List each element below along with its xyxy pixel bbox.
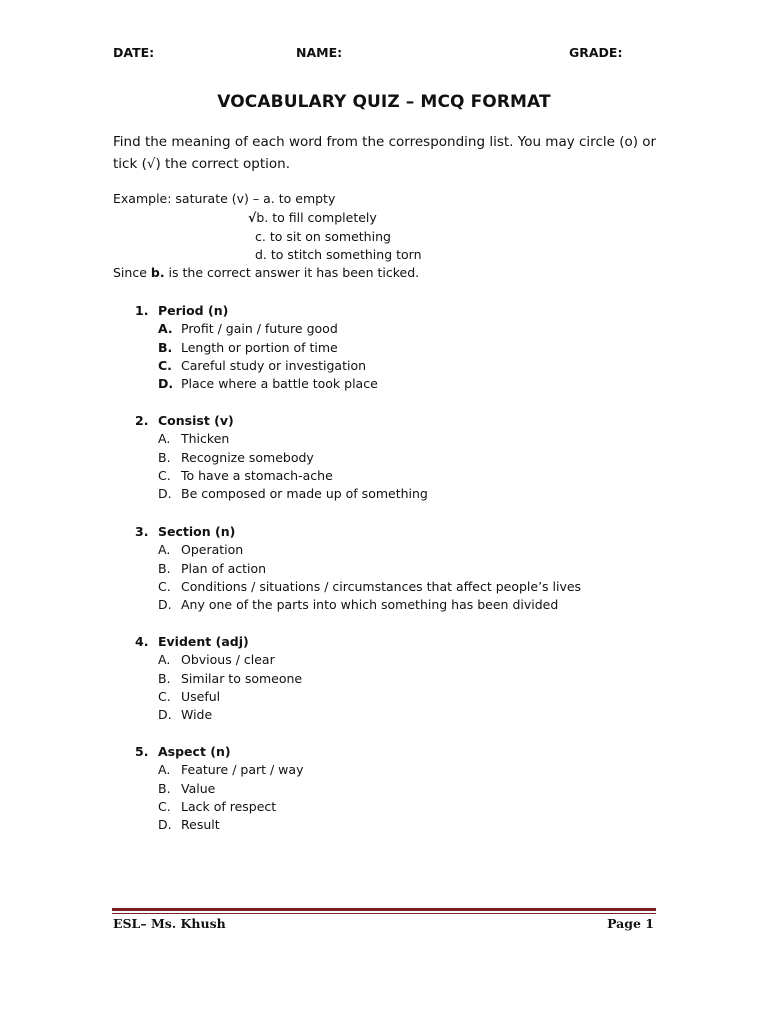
option-text: Value [181, 781, 216, 796]
date-label: DATE: [113, 45, 155, 60]
header-row [0, 45, 768, 63]
option-text: Result [181, 817, 220, 832]
option-letter: A. [158, 762, 171, 777]
option-b[interactable] [158, 339, 338, 357]
grade-label: GRADE: [569, 45, 623, 60]
option-letter: C. [158, 579, 171, 594]
option-text: Similar to someone [181, 671, 303, 686]
name-label: NAME: [296, 45, 343, 60]
example-option-b: b. to fill completely [256, 210, 377, 225]
option-c[interactable] [158, 688, 220, 706]
footer-author: ESL– Ms. Khush [113, 916, 226, 931]
option-letter: C. [158, 799, 171, 814]
option-letter: B. [158, 561, 171, 576]
question-word: Evident (adj) [158, 634, 249, 649]
option-letter: A. [158, 652, 171, 667]
question-number: 3. [135, 524, 149, 539]
option-b[interactable] [158, 560, 266, 578]
option-letter: B. [158, 781, 171, 796]
example-line-1: Example: saturate (v) – a. to empty [113, 191, 336, 206]
option-text: Operation [181, 542, 244, 557]
example-line-4: d. to stitch something torn [255, 247, 422, 262]
option-text: Careful study or investigation [181, 358, 367, 373]
option-letter: B. [158, 671, 171, 686]
option-text: Place where a battle took place [181, 376, 378, 391]
option-b[interactable] [158, 449, 314, 467]
option-text: To have a stomach-ache [181, 468, 333, 483]
question-word: Section (n) [158, 524, 236, 539]
option-a[interactable] [158, 320, 338, 338]
example-note-suffix: is the correct answer it has been ticked. [164, 265, 420, 280]
option-letter: A. [158, 542, 171, 557]
example-line-2 [248, 209, 377, 227]
example-note-prefix: Since [113, 265, 151, 280]
example-note-bold: b. [150, 265, 165, 280]
option-letter: D. [158, 597, 172, 612]
question-number: 2. [135, 413, 149, 428]
option-b[interactable] [158, 780, 215, 798]
option-text: Profit / gain / future good [181, 321, 338, 336]
option-letter: D. [158, 817, 172, 832]
question-number: 4. [135, 634, 149, 649]
option-text: Conditions / situations / circumstances that affect people’s lives [181, 579, 582, 594]
question-number: 1. [135, 303, 149, 318]
footer-divider-thin [112, 913, 656, 914]
option-letter: C. [158, 689, 171, 704]
option-text: Be composed or made up of something [181, 486, 428, 501]
tick-mark: √ [248, 210, 257, 225]
example-note [113, 264, 419, 282]
option-letter: D. [158, 486, 172, 501]
instructions: Find the meaning of each word from the corresponding list. You may circle (o) or tick (√) the correct option. [113, 134, 657, 172]
option-c[interactable] [158, 357, 366, 375]
option-d[interactable] [158, 375, 378, 393]
option-text: Recognize somebody [181, 450, 314, 465]
option-text: Thicken [181, 431, 230, 446]
example-line-3: c. to sit on something [255, 229, 391, 244]
option-text: Lack of respect [181, 799, 277, 814]
question-word: Consist (v) [158, 413, 234, 428]
option-d[interactable] [158, 816, 220, 834]
option-b[interactable] [158, 670, 302, 688]
option-text: Plan of action [181, 561, 267, 576]
option-text: Useful [181, 689, 221, 704]
option-letter: B. [158, 340, 173, 355]
option-text: Feature / part / way [181, 762, 304, 777]
option-c[interactable] [158, 578, 581, 596]
option-letter: D. [158, 376, 174, 391]
option-letter: C. [158, 358, 172, 373]
page-number: Page 1 [607, 916, 654, 931]
option-letter: B. [158, 450, 171, 465]
option-text: Length or portion of time [181, 340, 338, 355]
option-d[interactable] [158, 485, 428, 503]
option-text: Any one of the parts into which something has been divided [181, 597, 559, 612]
option-a[interactable] [158, 541, 243, 559]
option-letter: C. [158, 468, 171, 483]
option-d[interactable] [158, 706, 212, 724]
option-text: Wide [181, 707, 213, 722]
option-d[interactable] [158, 596, 558, 614]
question-word: Aspect (n) [158, 744, 231, 759]
question-number: 5. [135, 744, 149, 759]
footer-divider [112, 908, 656, 911]
question-word: Period (n) [158, 303, 229, 318]
page-title: VOCABULARY QUIZ – MCQ FORMAT [217, 92, 551, 112]
option-a[interactable] [158, 761, 303, 779]
option-letter: D. [158, 707, 172, 722]
option-letter: A. [158, 321, 173, 336]
option-c[interactable] [158, 798, 276, 816]
option-a[interactable] [158, 430, 229, 448]
option-letter: A. [158, 431, 171, 446]
option-c[interactable] [158, 467, 333, 485]
option-text: Obvious / clear [181, 652, 275, 667]
option-a[interactable] [158, 651, 275, 669]
